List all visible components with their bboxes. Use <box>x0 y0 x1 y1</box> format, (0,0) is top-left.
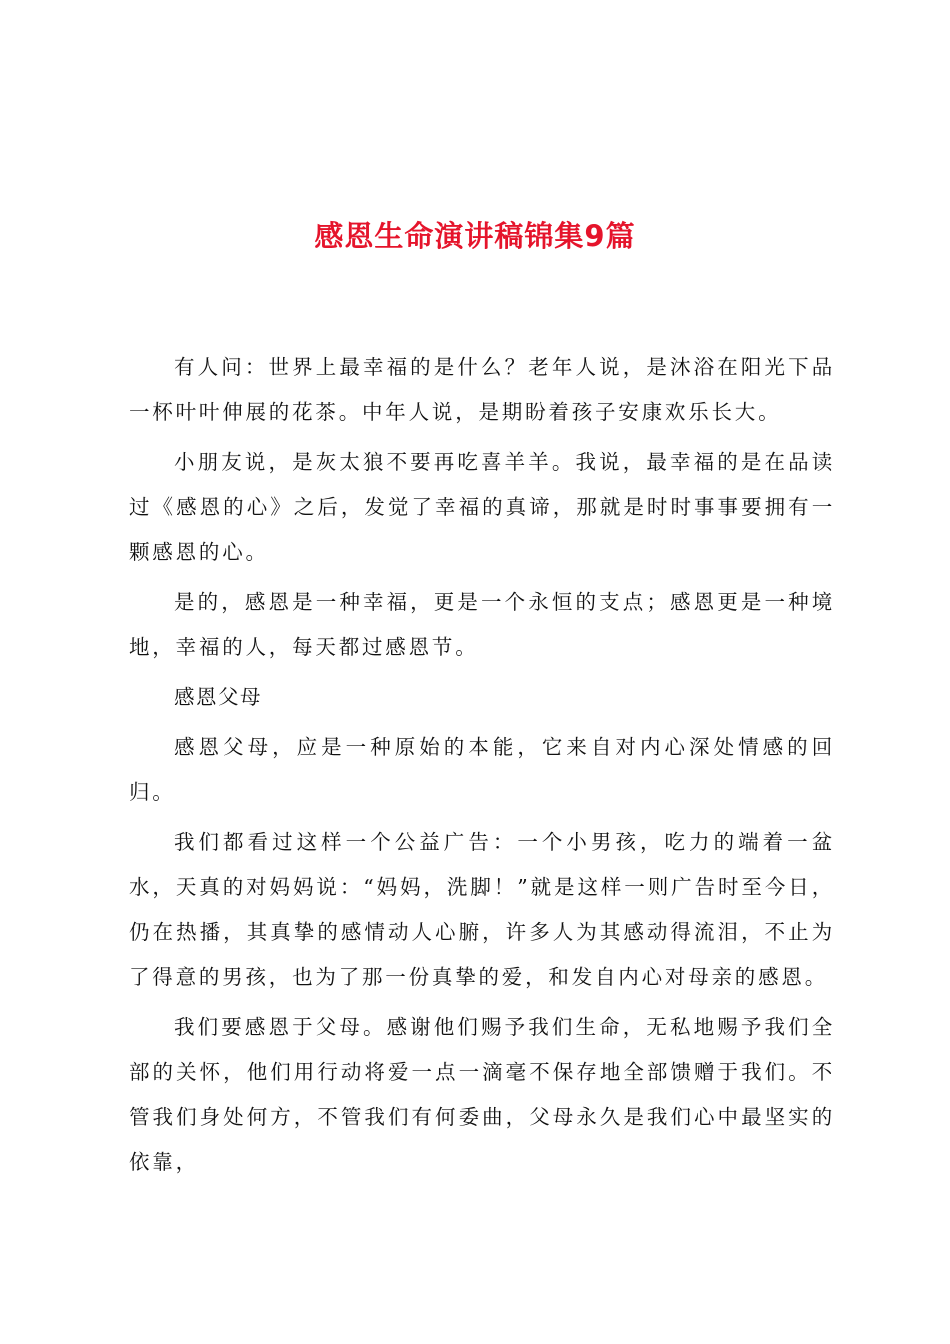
document-body <box>129 345 835 1190</box>
paragraph-public-ad: 我们都看过这样一个公益广告：一个小男孩，吃力的端着一盆水，天真的对妈妈说：“妈妈，洗脚！”就是这样一则广告时至今日，仍在热播，其真挚的感情动人心腑，许多人为其感动得流泪，不止为了得意的男孩，也为了那一份真挚的爱，和发自内心对母亲的感恩。 <box>129 830 835 989</box>
paragraph-parents-instinct: 感恩父母，应是一种原始的本能，它来自对内心深处情感的回归。 <box>129 735 835 804</box>
paragraph-grateful-heart: 小朋友说，是灰太狼不要再吃喜羊羊。我说，最幸福的是在品读过《感恩的心》之后，发觉了幸福的真谛，那就是时时事事要拥有一颗感恩的心。 <box>129 450 835 564</box>
paragraph-thank-parents: 我们要感恩于父母。感谢他们赐予我们生命，无私地赐予我们全部的关怀，他们用行动将爱一点一滴毫不保存地全部馈赠于我们。不管我们身处何方，不管我们有何委曲，父母永久是我们心中最坚实的依靠， <box>129 1015 835 1174</box>
paragraph-happiness-question: 有人问：世界上最幸福的是什么？老年人说，是沐浴在阳光下品一杯叶叶伸展的花茶。中年人说，是期盼着孩子安康欢乐长大。 <box>129 355 835 424</box>
section-heading-parents: 感恩父母 <box>174 685 262 709</box>
paragraph-gratitude-happiness: 是的，感恩是一种幸福，更是一个永恒的支点；感恩更是一种境地，幸福的人，每天都过感恩节。 <box>129 590 835 659</box>
document-title: 感恩生命演讲稿锦集9篇 <box>314 219 636 253</box>
